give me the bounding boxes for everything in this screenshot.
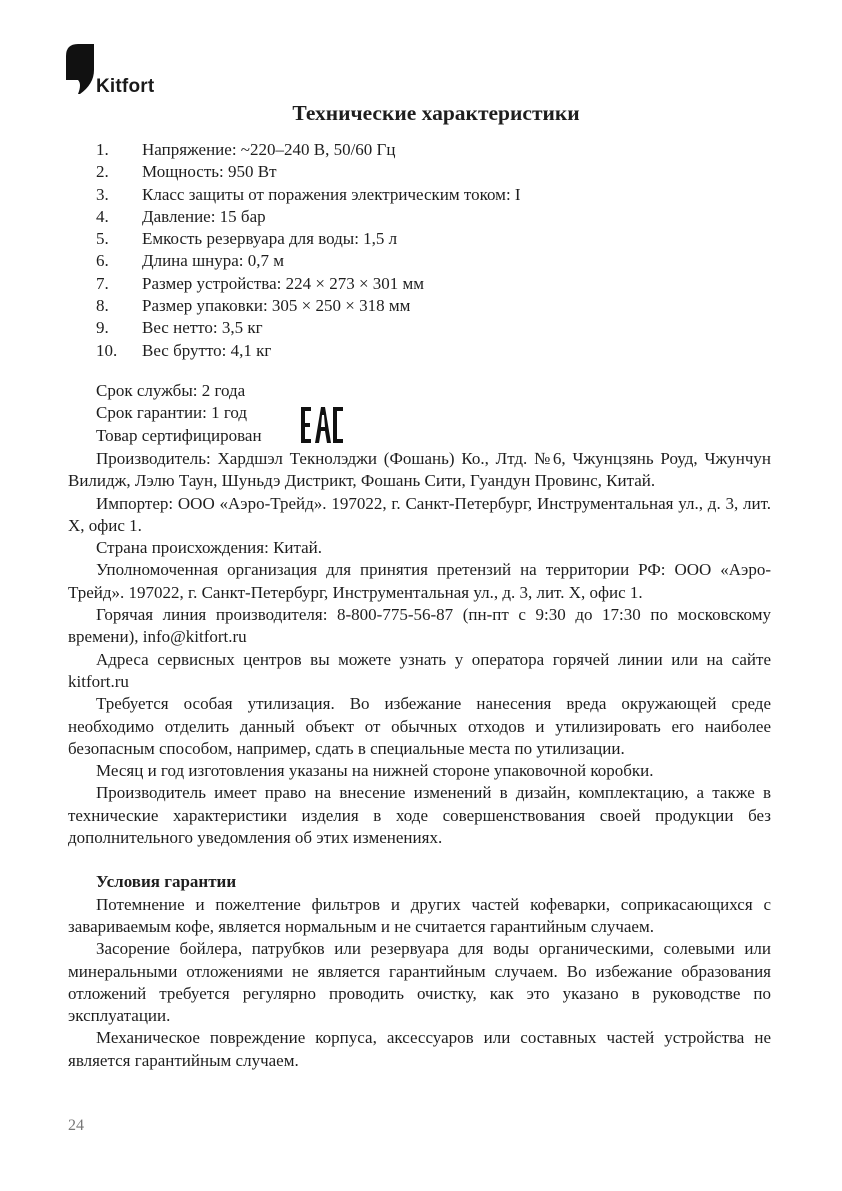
list-item: 7. Размер устройства: 224 × 273 × 301 мм xyxy=(96,273,425,293)
list-item: 10. Вес брутто: 4,1 кг xyxy=(96,340,272,360)
kitfort-logo-icon xyxy=(66,44,94,94)
warranty-paragraph: Механическое повреждение корпуса, аксессуаров или составных частей устройства не является гарантийным случаем. xyxy=(68,1028,771,1070)
warranty-paragraph: Потемнение и пожелтение фильтров и других частей кофеварки, соприкасающихся с завариваемым кофе, является нормальным и не считается гарантийным случаем. xyxy=(68,894,771,936)
specs-list xyxy=(96,139,521,362)
manufacturer-paragraph: Производитель: Хардшэл Текнолэджи (Фошань) Ко., Лтд. №6, Чжунцзянь Роуд, Чжунчун Вилидж, Лэлю Таун, Шуньдэ Дистрикт, Фошань Сити, Гуандун Провинс, Китай. xyxy=(68,449,771,491)
service-life: Срок службы: 2 года xyxy=(96,381,246,400)
service-centers-paragraph: Адреса сервисных центров вы можете узнать у оператора горячей линии или на сайте kitfort.ru xyxy=(68,649,771,691)
manufacture-date-paragraph: Месяц и год изготовления указаны на нижней стороне упаковочной коробки. xyxy=(96,761,654,781)
certification-text: Товар сертифицирован xyxy=(96,425,262,445)
brand-name: Kitfort xyxy=(96,76,155,97)
list-item: 4. Давление: 15 бар xyxy=(96,206,266,226)
list-item: 9. Вес нетто: 3,5 кг xyxy=(96,318,263,338)
authorized-org-paragraph: Уполномоченная организация для принятия претензий на территории РФ: ООО «Аэро-Трейд». 197022, г. Санкт-Петербург, Инструментальная ул., д. 3, лит. Х, офис 1. xyxy=(68,560,771,602)
main-text xyxy=(68,448,771,1072)
list-item: 5. Емкость резервуара для воды: 1,5 л xyxy=(96,229,398,249)
eac-mark-icon xyxy=(301,407,343,443)
page-title: Технические характеристики xyxy=(292,101,580,125)
disposal-paragraph: Требуется особая утилизация. Во избежание нанесения вреда окружающей среде необходимо отделить данный объект от обычных отходов и утилизировать его наиболее безопасным способом, например, сдать в специальные места по утилизации. xyxy=(68,694,771,758)
importer-paragraph: Импортер: ООО «Аэро-Трейд». 197022, г. Санкт-Петербург, Инструментальная ул., д. 3, лит. Х, офис 1. xyxy=(68,493,771,535)
list-item: 2. Мощность: 950 Вт xyxy=(96,162,277,182)
list-item: 1. Напряжение: ~220–240 В, 50/60 Гц xyxy=(96,140,396,159)
warranty-period: Срок гарантии: 1 год xyxy=(96,403,248,423)
warranty-paragraph: Засорение бойлера, патрубков или резервуара для воды органическими, солевыми или минеральными отложениями не является гарантийным случаем. Во избежание образования отложений требуется регулярно проводить очистку, как это указано в руководстве по эксплуатации. xyxy=(68,939,771,1026)
warranty-heading: Условия гарантии xyxy=(96,872,237,892)
origin-paragraph: Страна происхождения: Китай. xyxy=(96,538,323,558)
list-item: 3. Класс защиты от поражения электрическим током: I xyxy=(96,184,521,204)
hotline-paragraph: Горячая линия производителя: 8-800-775-56-87 (пн-пт с 9:30 до 17:30 по московскому времени), info@kitfort.ru xyxy=(68,605,771,647)
list-item: 8. Размер упаковки: 305 × 250 × 318 мм xyxy=(96,296,411,316)
changes-paragraph: Производитель имеет право на внесение изменений в дизайн, комплектацию, а также в технические характеристики изделия в ходе совершенствования своей продукции без дополнительного уведомления об этих изменениях. xyxy=(68,783,771,848)
list-item: 6. Длина шнура: 0,7 м xyxy=(96,251,285,271)
info-block xyxy=(96,380,262,447)
page-number: 24 xyxy=(68,1117,84,1134)
kitfort-logo xyxy=(66,44,186,104)
